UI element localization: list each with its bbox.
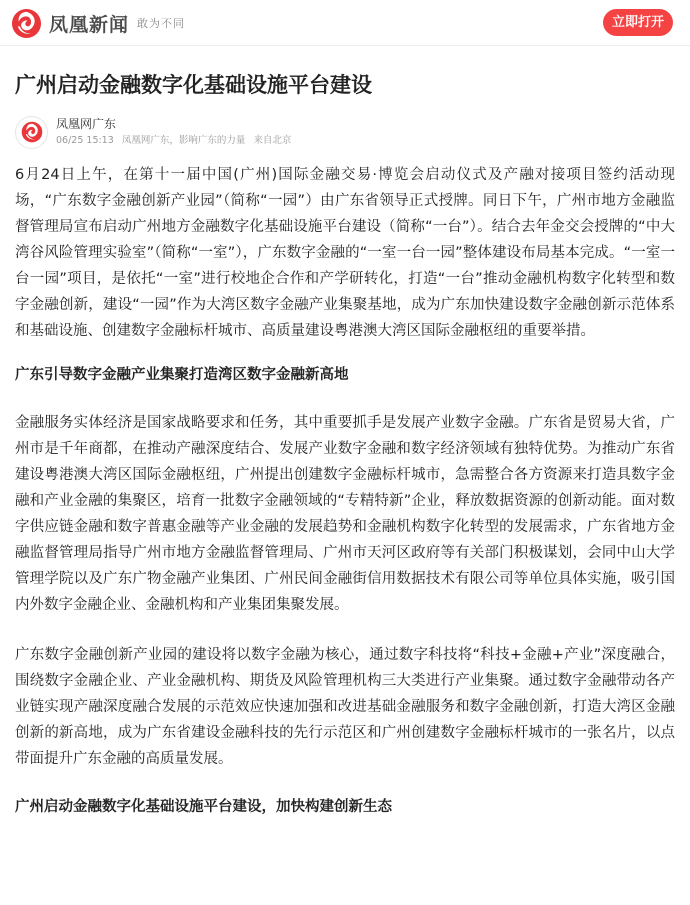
article-meta	[56, 134, 296, 148]
article-body	[15, 162, 675, 842]
paragraph-intro: 6月24日上午，在第十一届中国(广州)国际金融交易·博览会启动仪式及产融对接项目签约活动现场，“广东数字金融创新产业园”（简称“一园”）由广东省领导正式授牌。同日下午，广州市地方金融监督管理局宣布启动广州地方金融数字化基础设施平台建设（简称“一台”）。结合去年金交会授牌的“中大湾谷风险管理实验室”（简称“一室”），广东数字金融的“一室一台一园”整体建设布局基本完成。“一室一台一园”项目，是依托“一室”进行校地企合作和产学研转化，打造“一台”推动金融机构数字化转型和数字金融创新，建设“一园”作为大湾区数字金融产业集聚基地，成为广东加快建设数字金融创新示范体系和基础设施、创建数字金融标杆城市、高质量建设粤港澳大湾区国际金融枢纽的重要举措。	[15, 167, 675, 339]
author-bar	[15, 114, 296, 150]
publish-time: 06/25 15:13	[56, 135, 114, 146]
brand-slogan: 敢为不同	[137, 17, 186, 30]
article-title: 广州启动金融数字化基础设施平台建设	[15, 73, 372, 97]
phoenix-avatar-icon	[21, 121, 43, 143]
paragraph-financial-services: 金融服务实体经济是国家战略要求和任务，其中重要抓手是发展产业数字金融。广东省是贸易大省，广州市是千年商都，在推动产融深度结合、发展产业数字金融和数字经济领域有独特优势。为推动广东省建设粤港澳大湾区国际金融枢纽，广州提出创建数字金融标杆城市，急需整合各方资源来打造具数字金融和产业金融的集聚区，培育一批数字金融领域的“专精特新”企业，释放数据资源的创新动能。面对数字供应链金融和数字普惠金融等产业金融的发展趋势和金融机构数字化转型的发展需求，广东省地方金融监督管理局指导广州市地方金融监督管理局、广州市天河区政府等有关部门积极谋划，会同中山大学管理学院以及广东广物金融产业集团、广州民间金融街信用数据技术有限公司等单位具体实施，吸引国内外数字金融企业、金融机构和产业集团集聚发展。	[15, 415, 675, 613]
top-bar	[0, 0, 690, 46]
subheading-industry-cluster: 广东引导数字金融产业集聚打造湾区数字金融新高地	[15, 367, 349, 383]
phoenix-logo-icon	[11, 8, 42, 39]
author-name[interactable]: 凤凰网广东	[56, 117, 117, 131]
article-source: 凤凰网广东，影响广东的力量	[121, 135, 246, 146]
paragraph-industrial-park: 广东数字金融创新产业园的建设将以数字金融为核心，通过数字科技将“科技+金融+产业”深度融合，围绕数字金融企业、产业金融机构、期货及风险管理机构三大类进行产业集聚。通过数字金融带动各产业链实现产融深度融合发展的示范效应快速加强和改进基础金融服务和数字金融创新，打造大湾区金融创新的新高地，成为广东省建设金融科技的先行示范区和广州创建数字金融标杆城市的一张名片，以点带面提升广东金融的高质量发展。	[15, 647, 675, 767]
open-app-button[interactable]: 立即打开	[603, 9, 673, 36]
subheading-platform-launch: 广州启动金融数字化基础设施平台建设，加快构建创新生态	[15, 799, 392, 815]
author-avatar[interactable]	[15, 116, 48, 149]
brand-logo[interactable]	[11, 7, 185, 39]
article-location: 来自北京	[253, 135, 292, 146]
author-info	[56, 116, 296, 148]
brand-name: 凤凰新闻	[49, 13, 130, 36]
